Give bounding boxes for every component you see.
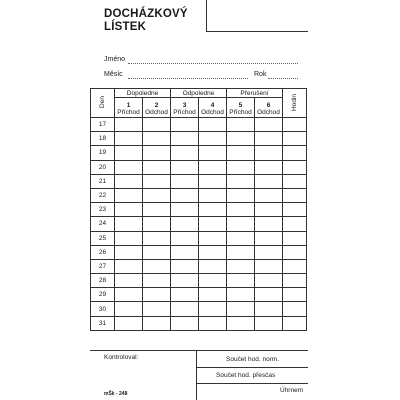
- time-cell[interactable]: [227, 316, 255, 330]
- time-cell[interactable]: [115, 274, 143, 288]
- day-number: 24: [91, 217, 115, 231]
- footer-divider: [196, 350, 197, 400]
- hours-cell[interactable]: [283, 245, 307, 259]
- time-cell[interactable]: [115, 174, 143, 188]
- time-cell[interactable]: [227, 118, 255, 132]
- day-header: Den: [99, 96, 106, 108]
- form-title: [104, 8, 188, 34]
- column-number: 5: [227, 98, 255, 109]
- hours-cell[interactable]: [283, 174, 307, 188]
- form-code: mŠk - 248: [104, 391, 128, 397]
- table-row: [91, 316, 307, 330]
- time-cell[interactable]: [171, 217, 199, 231]
- time-cell[interactable]: [255, 245, 283, 259]
- time-cell[interactable]: [171, 160, 199, 174]
- time-cell[interactable]: [199, 302, 227, 316]
- time-cell[interactable]: [227, 259, 255, 273]
- hours-cell[interactable]: [283, 217, 307, 231]
- day-number: 22: [91, 188, 115, 202]
- time-cell[interactable]: [143, 174, 171, 188]
- column-subtitle: Příchod: [227, 109, 255, 118]
- column-subtitle: Příchod: [115, 109, 143, 118]
- time-cell[interactable]: [171, 316, 199, 330]
- time-cell[interactable]: [255, 231, 283, 245]
- table-row: [91, 132, 307, 146]
- year-field[interactable]: [268, 78, 298, 79]
- time-cell[interactable]: [115, 245, 143, 259]
- table-row: [91, 288, 307, 302]
- time-cell[interactable]: [171, 188, 199, 202]
- time-cell[interactable]: [171, 132, 199, 146]
- time-cell[interactable]: [115, 160, 143, 174]
- hours-cell[interactable]: [283, 203, 307, 217]
- time-cell[interactable]: [227, 231, 255, 245]
- time-cell[interactable]: [171, 245, 199, 259]
- time-cell[interactable]: [143, 231, 171, 245]
- title-line-1: DOCHÁZKOVÝ: [104, 8, 188, 20]
- footer-top-rule: [90, 350, 308, 351]
- time-cell[interactable]: [143, 316, 171, 330]
- time-cell[interactable]: [199, 288, 227, 302]
- time-cell[interactable]: [227, 302, 255, 316]
- day-number: 29: [91, 288, 115, 302]
- hours-cell[interactable]: [283, 146, 307, 160]
- time-cell[interactable]: [199, 160, 227, 174]
- sum-normal-label: Součet hod. norm.: [226, 356, 280, 363]
- time-cell[interactable]: [199, 274, 227, 288]
- footer-rule-1: [196, 367, 308, 368]
- day-number: 25: [91, 231, 115, 245]
- hours-cell[interactable]: [283, 259, 307, 273]
- year-label: Rok: [254, 71, 267, 78]
- time-cell[interactable]: [199, 188, 227, 202]
- time-cell[interactable]: [143, 146, 171, 160]
- day-number: 21: [91, 174, 115, 188]
- name-label: Jméno: [104, 56, 126, 63]
- table-row: [91, 174, 307, 188]
- time-cell[interactable]: [199, 146, 227, 160]
- time-cell[interactable]: [143, 118, 171, 132]
- day-number: 26: [91, 245, 115, 259]
- time-cell[interactable]: [255, 203, 283, 217]
- time-cell[interactable]: [227, 245, 255, 259]
- day-header-cell: [91, 89, 115, 118]
- time-cell[interactable]: [255, 174, 283, 188]
- column-number: 1: [115, 98, 143, 109]
- table-row: [91, 259, 307, 273]
- table-row: [91, 146, 307, 160]
- hours-cell[interactable]: [283, 316, 307, 330]
- time-cell[interactable]: [115, 203, 143, 217]
- time-cell[interactable]: [227, 203, 255, 217]
- hours-header: Hodin: [291, 93, 298, 111]
- column-subtitle: Příchod: [171, 109, 199, 118]
- table-row: [91, 118, 307, 132]
- time-cell[interactable]: [115, 132, 143, 146]
- day-number: 17: [91, 118, 115, 132]
- time-cell[interactable]: [255, 188, 283, 202]
- footer-rule-2: [196, 383, 308, 384]
- time-cell[interactable]: [143, 217, 171, 231]
- column-number: 3: [171, 98, 199, 109]
- time-cell[interactable]: [115, 259, 143, 273]
- sum-overtime-label: Součet hod. přesčas: [216, 372, 276, 379]
- name-field[interactable]: [128, 63, 298, 64]
- time-cell[interactable]: [255, 118, 283, 132]
- time-cell[interactable]: [199, 245, 227, 259]
- column-number: 6: [255, 98, 283, 109]
- table-row: [91, 274, 307, 288]
- group-header-afternoon: Odpoledne: [171, 89, 227, 98]
- time-cell[interactable]: [171, 274, 199, 288]
- time-cell[interactable]: [199, 217, 227, 231]
- time-cell[interactable]: [171, 118, 199, 132]
- table-row: [91, 217, 307, 231]
- time-cell[interactable]: [115, 316, 143, 330]
- time-cell[interactable]: [171, 288, 199, 302]
- hours-cell[interactable]: [283, 132, 307, 146]
- time-cell[interactable]: [143, 259, 171, 273]
- time-cell[interactable]: [115, 118, 143, 132]
- day-number: 27: [91, 259, 115, 273]
- total-label: Úhrnem: [280, 387, 304, 394]
- stamp-box: [206, 0, 308, 32]
- month-label: Měsíc: [104, 71, 123, 78]
- time-cell[interactable]: [171, 146, 199, 160]
- time-cell[interactable]: [171, 302, 199, 316]
- column-number: 4: [199, 98, 227, 109]
- table-row: [91, 188, 307, 202]
- time-cell[interactable]: [143, 132, 171, 146]
- day-number: 30: [91, 302, 115, 316]
- time-cell[interactable]: [227, 174, 255, 188]
- time-cell[interactable]: [255, 146, 283, 160]
- table-row: [91, 245, 307, 259]
- time-cell[interactable]: [143, 188, 171, 202]
- time-cell[interactable]: [115, 302, 143, 316]
- time-cell[interactable]: [115, 188, 143, 202]
- time-cell[interactable]: [255, 316, 283, 330]
- group-header-morning: Dopoledne: [115, 89, 171, 98]
- time-cell[interactable]: [227, 188, 255, 202]
- time-cell[interactable]: [143, 274, 171, 288]
- time-cell[interactable]: [143, 203, 171, 217]
- column-subtitle: Odchod: [143, 109, 171, 118]
- day-number: 19: [91, 146, 115, 160]
- time-cell[interactable]: [199, 231, 227, 245]
- hours-cell[interactable]: [283, 188, 307, 202]
- day-number: 18: [91, 132, 115, 146]
- time-cell[interactable]: [171, 231, 199, 245]
- hours-cell[interactable]: [283, 118, 307, 132]
- time-cell[interactable]: [143, 288, 171, 302]
- time-cell[interactable]: [199, 203, 227, 217]
- time-cell[interactable]: [115, 146, 143, 160]
- title-line-2: LÍSTEK: [104, 21, 147, 33]
- table-row: [91, 203, 307, 217]
- time-cell[interactable]: [255, 302, 283, 316]
- table-row: [91, 302, 307, 316]
- time-cell[interactable]: [115, 217, 143, 231]
- time-cell[interactable]: [171, 203, 199, 217]
- time-cell[interactable]: [115, 231, 143, 245]
- time-cell[interactable]: [227, 217, 255, 231]
- day-number: 28: [91, 274, 115, 288]
- time-cell[interactable]: [227, 146, 255, 160]
- time-cell[interactable]: [227, 160, 255, 174]
- time-cell[interactable]: [143, 245, 171, 259]
- column-number: 2: [143, 98, 171, 109]
- time-cell[interactable]: [199, 132, 227, 146]
- time-cell[interactable]: [143, 302, 171, 316]
- time-cell[interactable]: [255, 160, 283, 174]
- day-number: 23: [91, 203, 115, 217]
- column-subtitle: Odchod: [255, 109, 283, 118]
- time-cell[interactable]: [199, 174, 227, 188]
- time-cell[interactable]: [199, 118, 227, 132]
- hours-cell[interactable]: [283, 274, 307, 288]
- time-cell[interactable]: [199, 259, 227, 273]
- hours-cell[interactable]: [283, 160, 307, 174]
- hours-cell[interactable]: [283, 302, 307, 316]
- attendance-table: [90, 88, 307, 331]
- time-cell[interactable]: [255, 288, 283, 302]
- hours-cell[interactable]: [283, 288, 307, 302]
- time-cell[interactable]: [255, 259, 283, 273]
- table-row: [91, 160, 307, 174]
- group-header-break: Přerušení: [227, 89, 283, 98]
- column-subtitle: Odchod: [199, 109, 227, 118]
- time-cell[interactable]: [143, 160, 171, 174]
- hours-header-cell: [283, 89, 307, 118]
- day-number: 20: [91, 160, 115, 174]
- month-field[interactable]: [128, 78, 248, 79]
- time-cell[interactable]: [255, 274, 283, 288]
- time-cell[interactable]: [115, 288, 143, 302]
- time-cell[interactable]: [227, 132, 255, 146]
- table-row: [91, 231, 307, 245]
- time-cell[interactable]: [171, 259, 199, 273]
- time-cell[interactable]: [171, 174, 199, 188]
- time-cell[interactable]: [255, 132, 283, 146]
- hours-cell[interactable]: [283, 231, 307, 245]
- time-cell[interactable]: [227, 288, 255, 302]
- day-number: 31: [91, 316, 115, 330]
- checked-by-label: Kontroloval:: [104, 354, 139, 361]
- time-cell[interactable]: [227, 274, 255, 288]
- time-cell[interactable]: [255, 217, 283, 231]
- time-cell[interactable]: [199, 316, 227, 330]
